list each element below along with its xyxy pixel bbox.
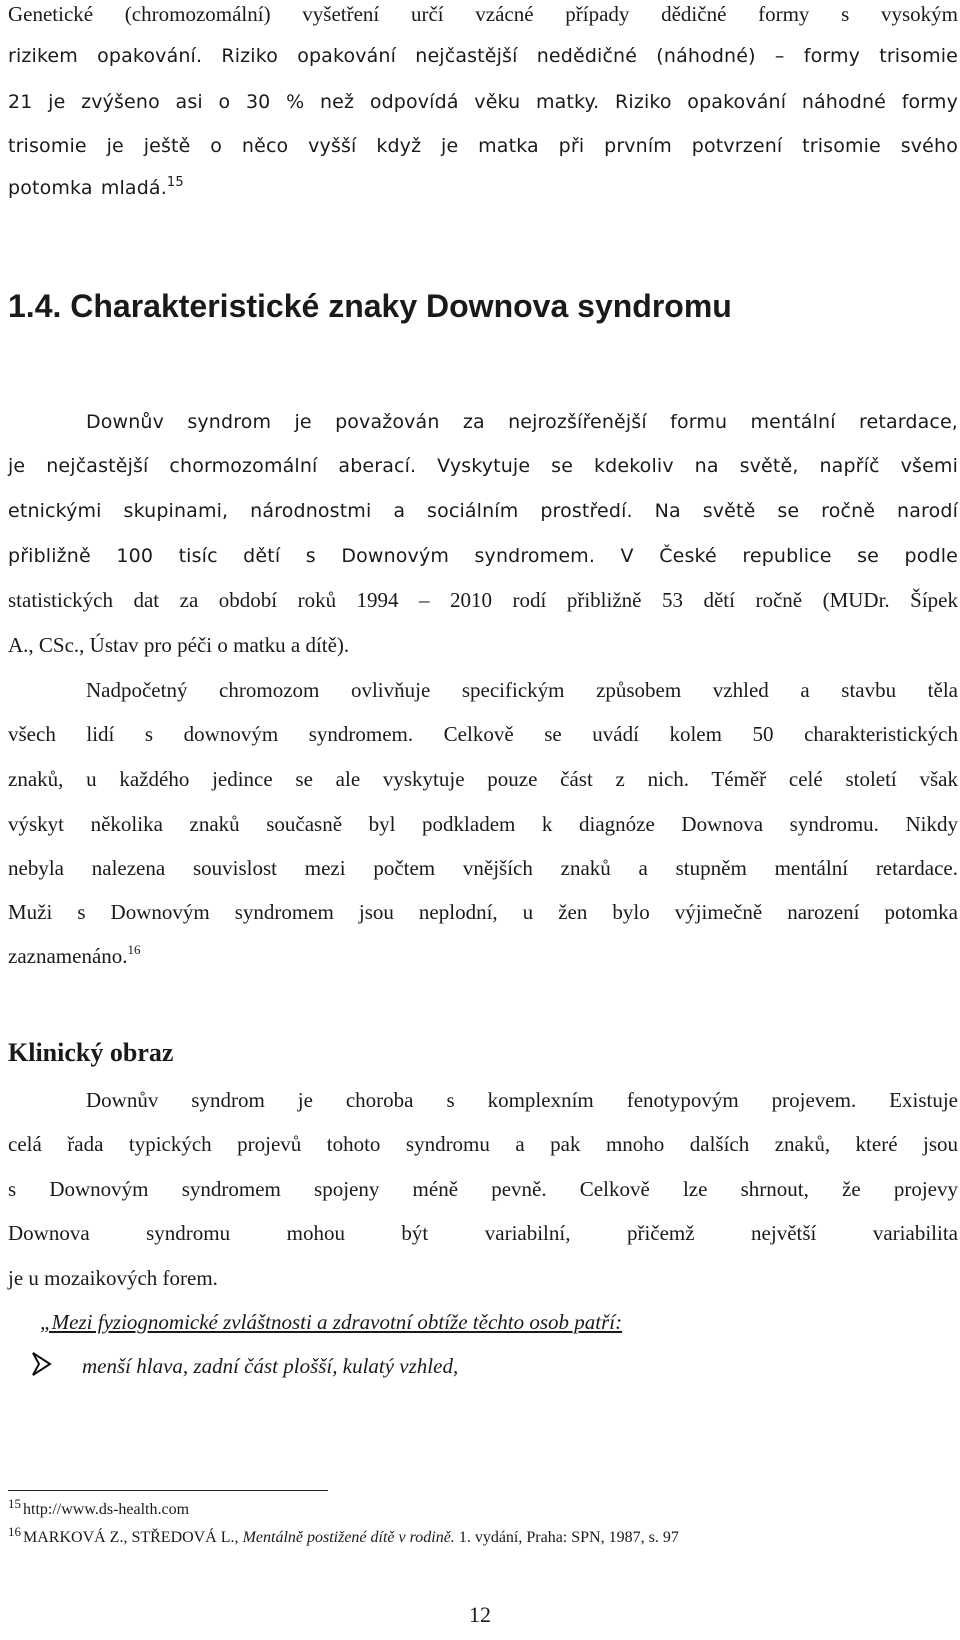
para3-line: Downův syndrom je choroba s komplexním fenotypovým projevem. Existuje — [86, 1088, 958, 1112]
footnote-number: 15 — [8, 1496, 21, 1511]
intro-line: trisomie je ještě o něco vyšší když je matka při prvním potvrzení trisomie svého — [8, 135, 958, 157]
footnote-ref-16: 16 — [127, 942, 141, 957]
footnote-15 — [8, 1496, 190, 1520]
para3-line: celá řada typických projevů tohoto syndromu a pak mnoho dalších znaků, které jsou — [8, 1132, 958, 1156]
quote-intro: „Mezi fyziognomické zvláštnosti a zdravotní obtíže těchto osob patří: — [40, 1310, 623, 1334]
bullet-item: menší hlava, zadní část plošší, kulatý vzhled, — [82, 1354, 459, 1378]
footnote-divider — [8, 1490, 328, 1491]
para2-line — [8, 942, 958, 970]
intro-line: Genetické (chromozomální) vyšetření určí vzácné případy dědičné formy s vysokým — [8, 2, 958, 26]
para1-line: statistických dat za období roků 1994 – 2010 rodí přibližně 53 dětí ročně (MUDr. Šípek — [8, 588, 958, 612]
intro-line: rizikem opakování. Riziko opakování nejčastější nedědičné (náhodné) – formy trisomie — [8, 45, 958, 67]
para2-line: výskyt několika znaků současně byl podkladem k diagnóze Downova syndromu. Nikdy — [8, 812, 958, 836]
para2-line: Nadpočetný chromozom ovlivňuje specifickým způsobem vzhled a stavbu těla — [86, 678, 958, 702]
footnote-authors: MARKOVÁ Z., STŘEDOVÁ L., — [23, 1529, 243, 1546]
para3-line: Downova syndromu mohou být variabilní, přičemž největší variabilita — [8, 1221, 958, 1245]
arrow-bullet-icon — [30, 1349, 54, 1379]
footnote-book-title: Mentálně postižené dítě v rodině. — [242, 1529, 455, 1546]
section-heading: 1.4. Charakteristické znaky Downova syndromu — [8, 288, 732, 324]
para1-line: Downův syndrom je považován za nejrozšířenější formu mentální retardace, — [86, 411, 958, 433]
para1-line: etnickými skupinami, národnostmi a sociálním prostředí. Na světě se ročně narodí — [8, 500, 958, 522]
intro-line: 21 je zvýšeno asi o 30 % než odpovídá věku matky. Riziko opakování náhodné formy — [8, 91, 958, 113]
para2-line: znaků, u každého jedince se ale vyskytuje pouze část z nich. Téměř celé století však — [8, 767, 958, 791]
subheading: Klinický obraz — [8, 1038, 174, 1067]
para2-line: Muži s Downovým syndromem jsou neplodní, u žen bylo výjimečně narození potomka — [8, 900, 958, 924]
footnote-link[interactable]: http://www.ds-health.com — [23, 1501, 190, 1518]
para2-line: všech lidí s downovým syndromem. Celkově se uvádí kolem 50 charakteristických — [8, 722, 958, 746]
para3-line: je u mozaikových forem. — [8, 1266, 218, 1290]
para1-line: je nejčastější chormozomální aberací. Vyskytuje se kdekoliv na světě, napříč všemi — [8, 455, 958, 477]
para1-line: A., CSc., Ústav pro péči o matku a dítě). — [8, 633, 350, 657]
para2-last-text: zaznamenáno. — [8, 944, 128, 968]
footnote-ref-15: 15 — [166, 174, 184, 190]
footnote-number: 16 — [8, 1524, 21, 1539]
page-number: 12 — [469, 1602, 491, 1627]
intro-last-text: potomka mladá. — [8, 177, 167, 199]
para1-line: přibližně 100 tisíc dětí s Downovým syndromem. V České republice se podle — [8, 545, 958, 567]
footnote-publisher: 1. vydání, Praha: SPN, 1987, s. 97 — [454, 1529, 679, 1546]
footnote-16 — [8, 1524, 679, 1548]
para2-line: nebyla nalezena souvislost mezi počtem vnějších znaků a stupněm mentální retardace. — [8, 856, 958, 880]
para3-line: s Downovým syndromem spojeny méně pevně. Celkově lze shrnout, že projevy — [8, 1177, 958, 1201]
intro-line — [8, 174, 958, 202]
